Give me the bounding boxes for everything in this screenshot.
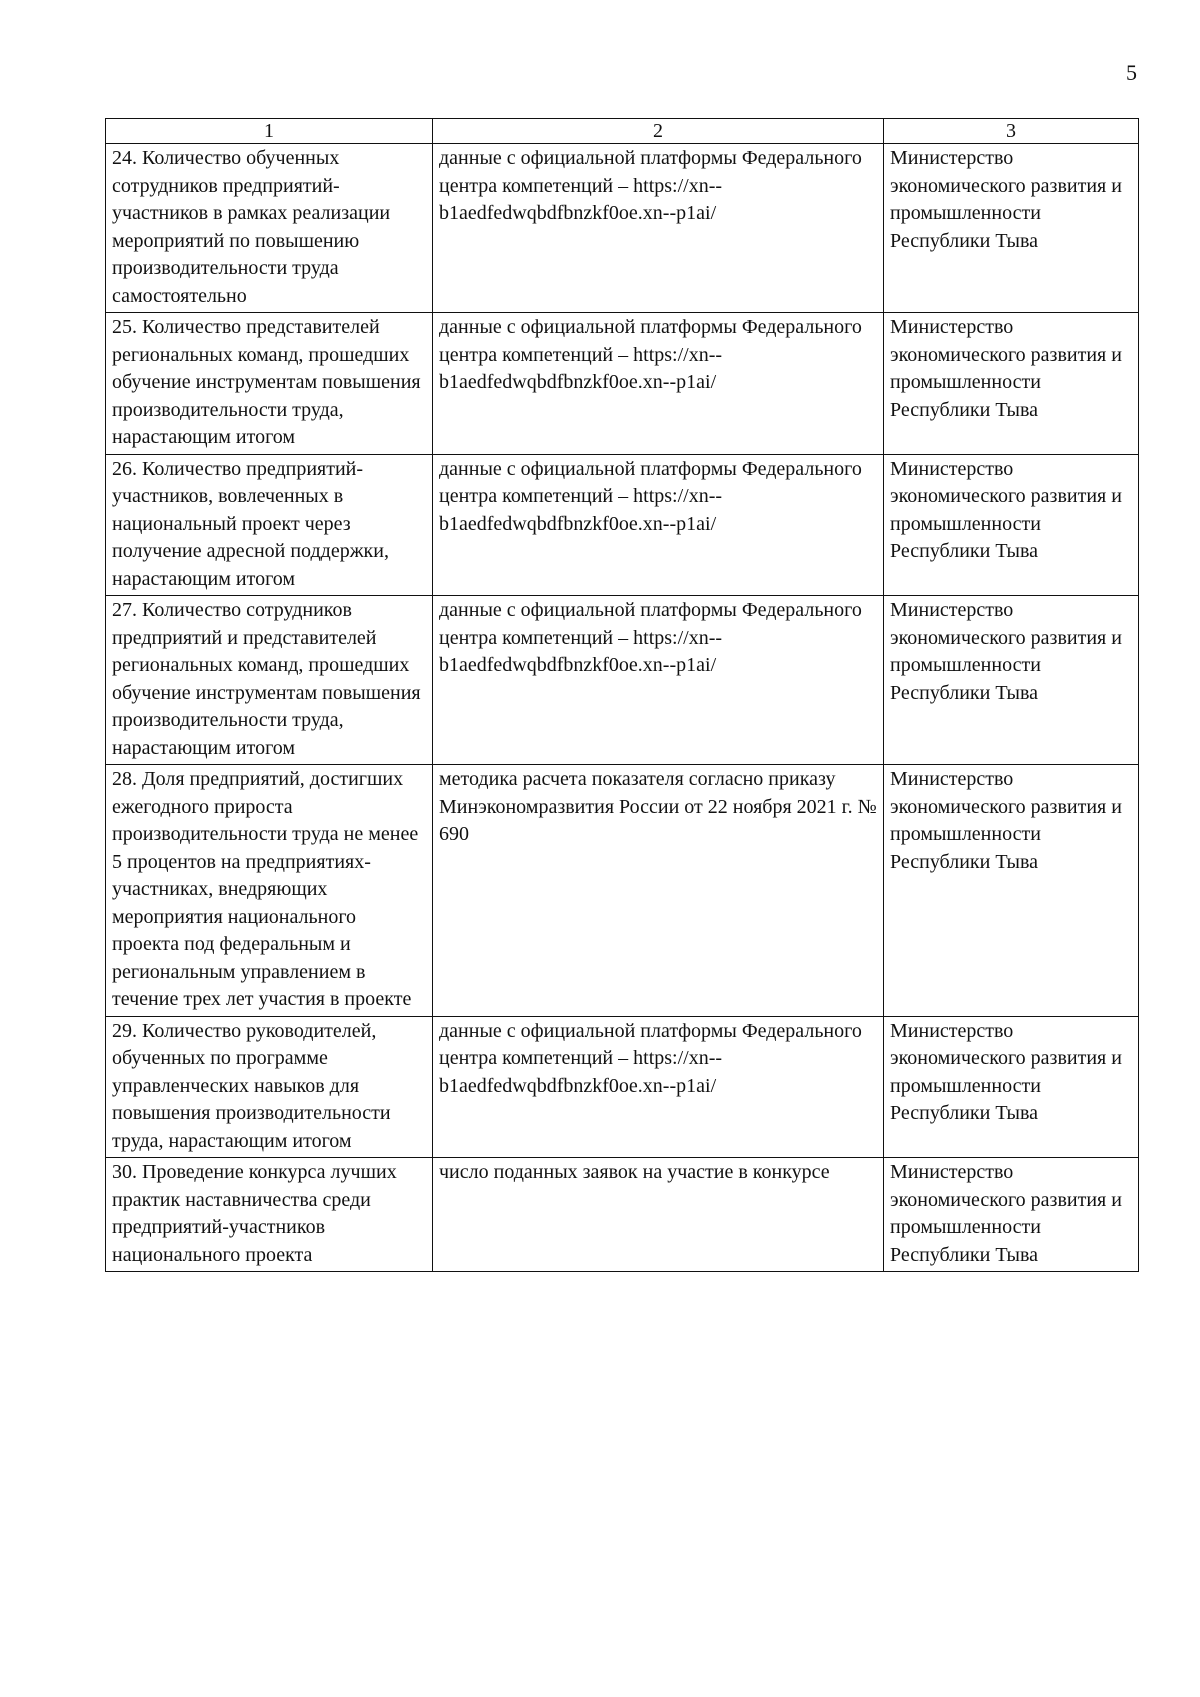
indicator-cell: 24. Количество обученных сотрудников предприятий-участников в рамках реализации мероприятий по повышению производительности труда самостоятельно: [106, 144, 433, 313]
indicator-cell: 30. Проведение конкурса лучших практик наставничества среди предприятий-участников национального проекта: [106, 1158, 433, 1272]
indicator-cell: 27. Количество сотрудников предприятий и представителей региональных команд, прошедших обучение инструментам повышения производительности труда, нарастающим итогом: [106, 596, 433, 765]
column-header-1: 1: [106, 119, 433, 144]
responsible-cell: Министерство экономического развития и промышленности Республики Тыва: [884, 313, 1139, 455]
indicator-cell: 29. Количество руководителей, обученных по программе управленческих навыков для повышения производительности труда, нарастающим итогом: [106, 1016, 433, 1158]
table-row: [106, 1016, 1139, 1158]
source-cell: данные с официальной платформы Федерального центра компетенций – https://xn--b1aedfedwqbdfbnzkf0oe.xn--p1ai/: [433, 144, 884, 313]
responsible-cell: Министерство экономического развития и промышленности Республики Тыва: [884, 144, 1139, 313]
indicator-cell: 25. Количество представителей региональных команд, прошедших обучение инструментам повышения производительности труда, нарастающим итогом: [106, 313, 433, 455]
source-cell: число поданных заявок на участие в конкурсе: [433, 1158, 884, 1272]
column-header-3: 3: [884, 119, 1139, 144]
table-row: [106, 1158, 1139, 1272]
table-row: [106, 454, 1139, 596]
indicator-cell: 28. Доля предприятий, достигших ежегодного прироста производительности труда не менее 5 процентов на предприятиях-участниках, внедряющих мероприятия национального проекта под федеральным и региональным управлением в течение трех лет участия в проекте: [106, 765, 433, 1017]
responsible-cell: Министерство экономического развития и промышленности Республики Тыва: [884, 1016, 1139, 1158]
table-row: [106, 144, 1139, 313]
source-cell: методика расчета показателя согласно приказу Минэкономразвития России от 22 ноября 2021 г. № 690: [433, 765, 884, 1017]
responsible-cell: Министерство экономического развития и промышленности Республики Тыва: [884, 596, 1139, 765]
table-header-row: [106, 119, 1139, 144]
source-cell: данные с официальной платформы Федерального центра компетенций – https://xn--b1aedfedwqbdfbnzkf0oe.xn--p1ai/: [433, 454, 884, 596]
column-header-2: 2: [433, 119, 884, 144]
table-row: [106, 765, 1139, 1017]
indicators-table: [105, 118, 1139, 1272]
indicator-cell: 26. Количество предприятий-участников, вовлеченных в национальный проект через получение адресной поддержки, нарастающим итогом: [106, 454, 433, 596]
responsible-cell: Министерство экономического развития и промышленности Республики Тыва: [884, 454, 1139, 596]
responsible-cell: Министерство экономического развития и промышленности Республики Тыва: [884, 1158, 1139, 1272]
source-cell: данные с официальной платформы Федерального центра компетенций – https://xn--b1aedfedwqbdfbnzkf0oe.xn--p1ai/: [433, 313, 884, 455]
page-number: 5: [1126, 60, 1137, 85]
table-row: [106, 596, 1139, 765]
responsible-cell: Министерство экономического развития и промышленности Республики Тыва: [884, 765, 1139, 1017]
source-cell: данные с официальной платформы Федерального центра компетенций – https://xn--b1aedfedwqbdfbnzkf0oe.xn--p1ai/: [433, 596, 884, 765]
table-row: [106, 313, 1139, 455]
source-cell: данные с официальной платформы Федерального центра компетенций – https://xn--b1aedfedwqbdfbnzkf0oe.xn--p1ai/: [433, 1016, 884, 1158]
